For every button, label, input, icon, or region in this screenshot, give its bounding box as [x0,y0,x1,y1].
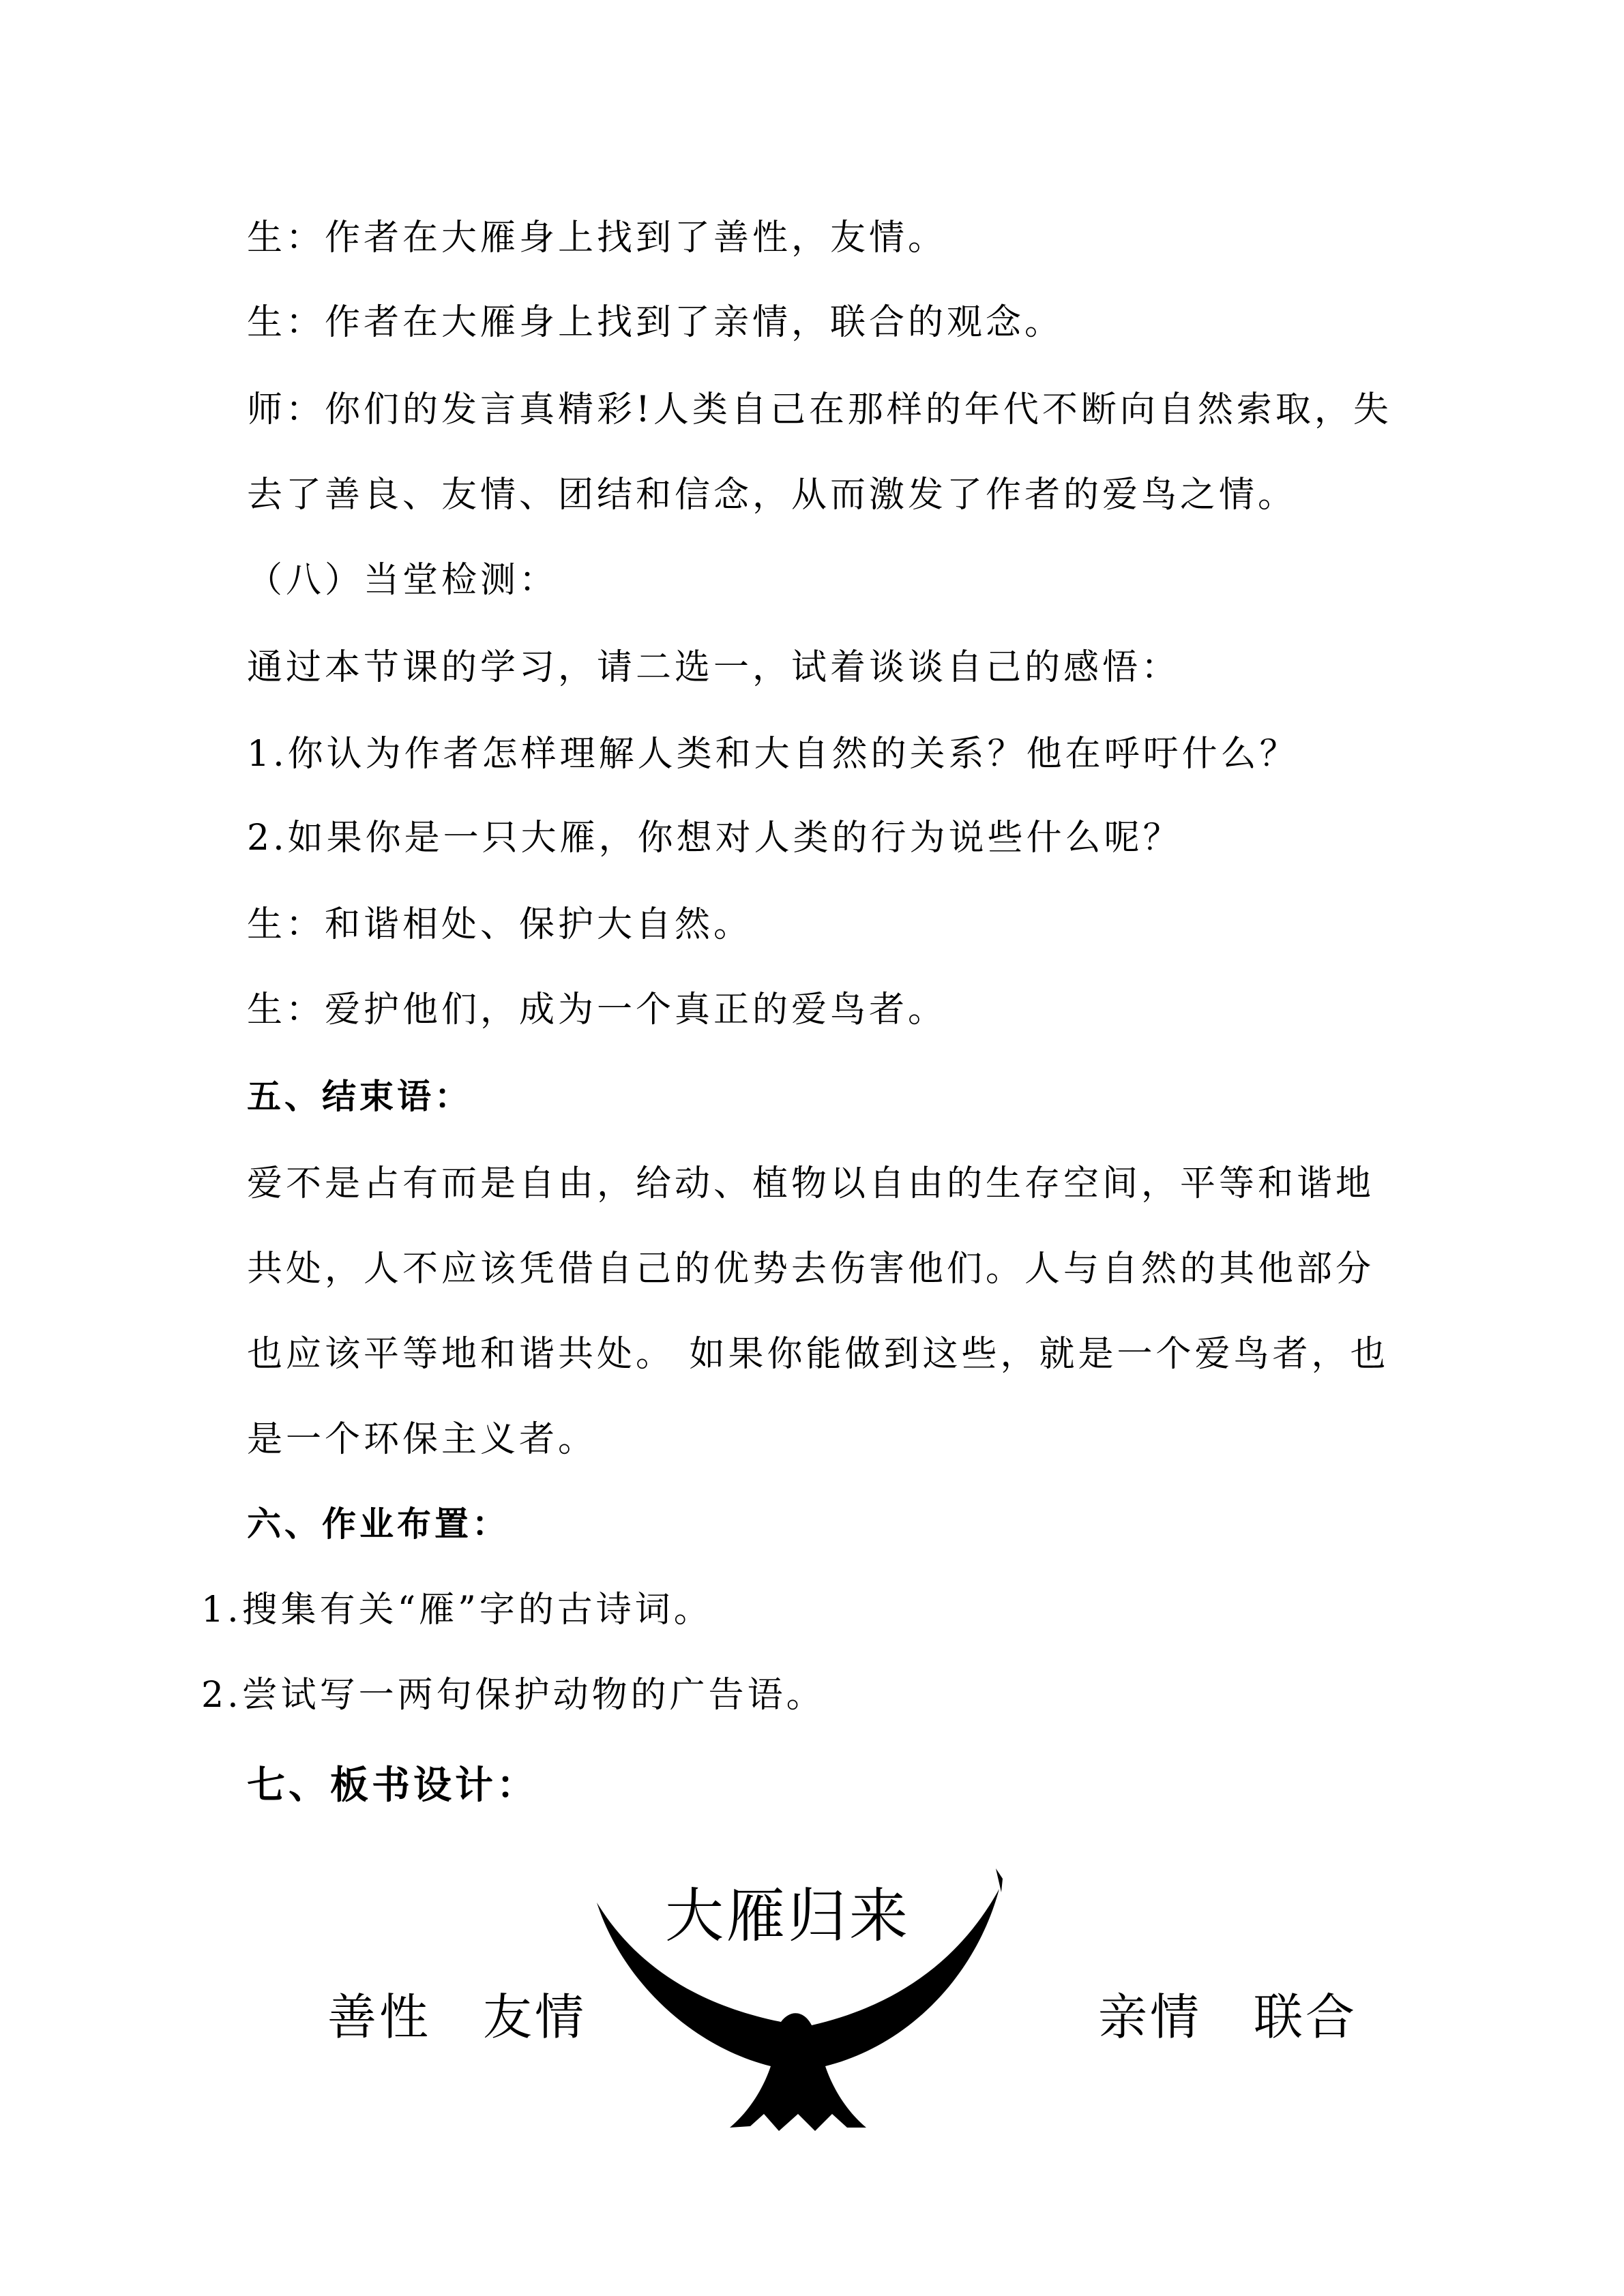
question-item: 2.如果你是一只大雁，你想对人类的行为说些什么呢？ [247,818,1182,859]
dialogue-line: 生：和谐相处、保护大自然。 [247,904,753,945]
dialogue-line: 师：你们的发言真精彩!人类自己在那样的年代不断向自然索取，失 [247,389,1392,430]
section-heading: 五、结束语： [247,1077,472,1116]
paragraph-line: 也应该平等地和谐共处。 如果你能做到这些，就是一个爱鸟者，也 [247,1334,1389,1375]
dialogue-line: 生：爱护他们，成为一个真正的爱鸟者。 [247,989,947,1030]
paragraph-line: 通过本节课的学习，请二选一，试着谈谈自己的感悟： [247,647,1181,688]
homework-item: 1.搜集有关“雁”字的古诗词。 [201,1590,713,1630]
paragraph-line: 共处，人不应该凭借自己的优势去伤害他们。人与自然的其他部分 [247,1249,1375,1289]
paragraph-line: 爱不是占有而是自由，给动、植物以自由的生存空间，平等和谐地 [247,1163,1375,1204]
board-right-text: 亲情 联合 [1098,1988,1358,2046]
question-item: 1.你认为作者怎样理解人类和大自然的关系？他在呼吁什么？ [247,734,1299,775]
board-title: 大雁归来 [665,1882,911,1950]
subsection-heading: （八）当堂检测： [247,560,559,601]
homework-item: 2.尝试写一两句保护动物的广告语。 [201,1675,825,1716]
dialogue-line: 去了善良、友情、团结和信念，从而激发了作者的爱鸟之情。 [247,475,1297,516]
blackboard-design [0,1841,1624,2134]
dialogue-line: 生：作者在大雁身上找到了亲情，联合的观念。 [247,302,1064,343]
section-heading: 六、作业布置： [247,1504,510,1544]
section-heading: 七、板书设计： [247,1763,538,1808]
paragraph-line: 是一个环保主义者。 [247,1419,597,1460]
dialogue-line: 生：作者在大雁身上找到了善性，友情。 [247,218,947,258]
board-left-text: 善性 友情 [327,1988,587,2046]
